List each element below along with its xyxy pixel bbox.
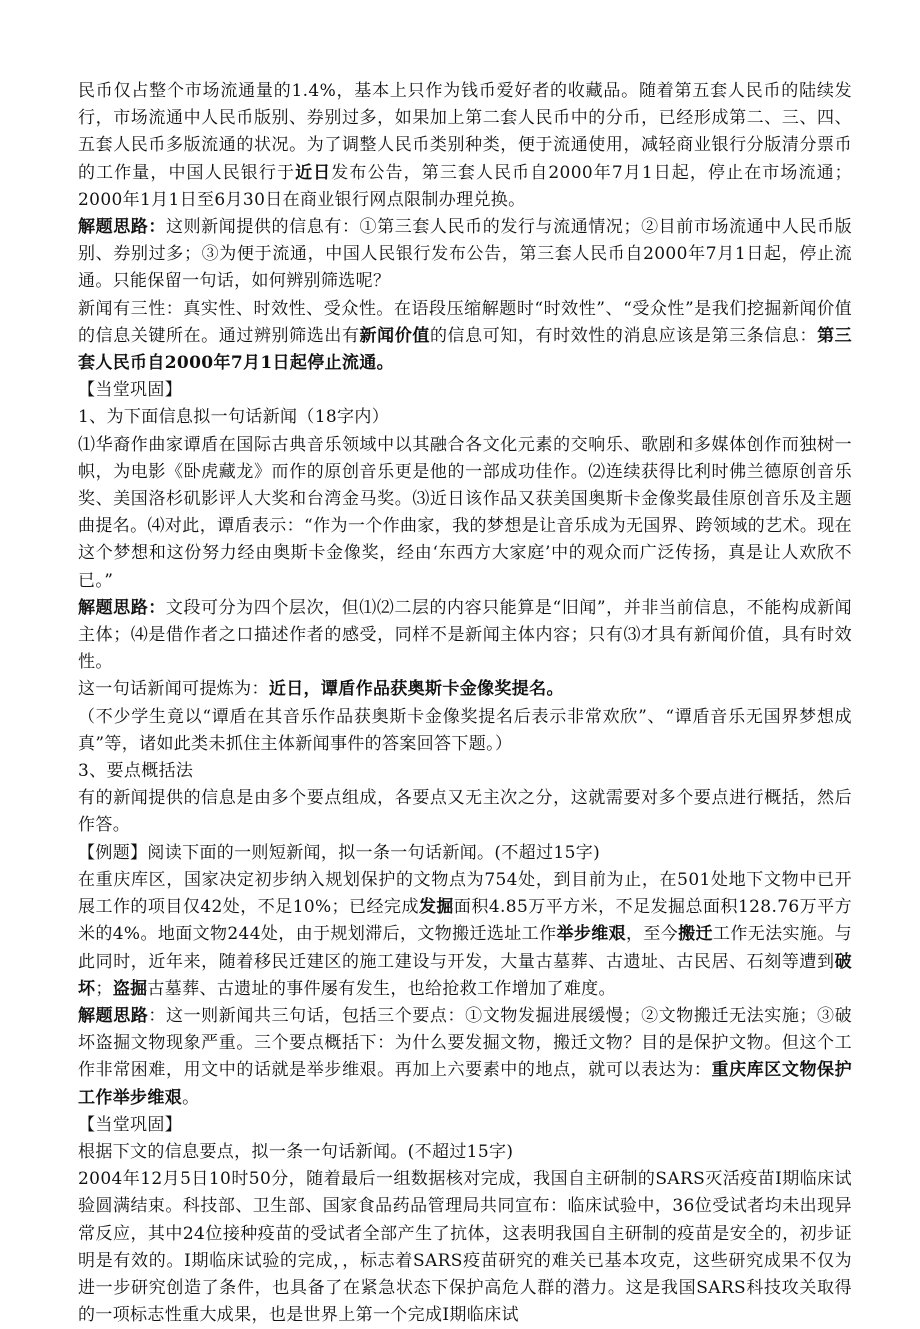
text-run: ⑴华裔作曲家谭盾在国际古典音乐领域中以其融合各文化元素的交响乐、歌剧和多媒体创作而独树一帜，为电影《卧虎藏龙》而作的原创音乐更是他的一部成功佳作。⑵连续获得比利时佛兰德原创音乐奖、美国洛杉矶影评人大奖和台湾金马奖。⑶近日该作品又获美国奥斯卡金像奖最佳原创音乐及主题曲提名。⑷对此，谭盾表示：“作为一个作曲家，我的梦想是让音乐成为无国界、跨领域的艺术。现在这个梦想和这份努力经由奥斯卡金像奖，经由‘东西方大家庭’中的观众而广泛传扬，真是让人欢欣不已。” (78, 434, 852, 591)
bold-text: 解题思路： (78, 217, 166, 238)
text-run: 工作无法实施。与此同时，近年来，随着移民迁建区的施工建设与开发，大量古墓葬、古遗址、古民居、石刻等遭到 (78, 924, 852, 972)
paragraph-9 (78, 704, 852, 758)
text-run: ； (95, 978, 113, 999)
text-run: 【例题】阅读下面的一则短新闻，拟一条一句话新闻。(不超过15字) (78, 842, 601, 863)
paragraph-4 (78, 377, 852, 404)
text-run: 文段可分为四个层次，但⑴⑵二层的内容只能算是“旧闻”，并非当前信息，不能构成新闻主体；⑷是借作者之口描述作者的感受，同样不是新闻主体内容；只有⑶才具有新闻价值，具有时效性。 (78, 597, 852, 673)
bold-text: 重庆库区文物保护工作举步维艰 (78, 1060, 852, 1108)
bold-text: 第三套人民币自2000年7月1日起停止流通。 (78, 325, 853, 374)
text-run: 发布公告，第三套人民币自2000年7月1日起，停止在市场流通；2000年1月1日至6月30日在商业银行网点限制办理兑换。 (78, 162, 853, 210)
text-run: 古墓葬、古遗址的事件屡有发生，也给抢救工作增加了难度。 (147, 978, 616, 999)
text-run: 有的新闻提供的信息是由多个要点组成，各要点又无主次之分，这就需要对多个要点进行概括，然后作答。 (78, 788, 852, 836)
bold-text: 解题思路 (78, 1005, 149, 1026)
text-run: ：这一则新闻共三句话，包括三个要点：①文物发掘进展缓慢；②文物搬迁无法实施；③破坏盗掘文物现象严重。三个要点概括下：为什么要发掘文物，搬迁文物？目的是保护文物。但这个工作非常困难，用文中的话就是举步维艰。再加上六要素中的地点，就可以表达为： (78, 1005, 852, 1081)
bold-text: 近日 (295, 162, 332, 183)
text-run: 【当堂巩固】 (78, 380, 183, 401)
text-run: 这一句话新闻可提炼为： (78, 679, 269, 700)
text-run: 根据下文的信息要点，拟一条一句话新闻。(不超过15字) (78, 1141, 514, 1162)
text-run: 的信息可知，有时效性的消息应该是第三条信息： (429, 325, 818, 346)
bold-text: 破坏 (78, 951, 852, 999)
text-run: （不少学生竟以“谭盾在其音乐作品获奥斯卡金像奖提名后表示非常欢欣”、“谭盾音乐无国界梦想成真”等，诸如此类未抓住主体新闻事件的答案回答下题。） (78, 706, 852, 754)
bold-text: 近日，谭盾作品获奥斯卡金像奖提名。 (268, 679, 564, 700)
paragraph-14 (78, 1003, 852, 1112)
paragraph-5 (78, 404, 852, 431)
paragraph-6 (78, 432, 852, 595)
paragraph-12 (78, 840, 852, 867)
text-run: 面积4.85万平方米，不足发掘总面积128.76万平方米的4%。地面文物244处，由于规划滞后，文物搬迁选址工作 (78, 897, 852, 945)
text-run: 在重庆库区，国家决定初步纳入规划保护的文物点为754处，到目前为止，在501处地下文物中已开展工作的项目仅42处，不足10%；已经完成 (78, 869, 852, 918)
bold-text: 发掘 (418, 897, 454, 918)
paragraph-2 (78, 214, 852, 296)
text-run: 。 (182, 1087, 200, 1108)
paragraph-8 (78, 676, 852, 703)
paragraph-17 (78, 1166, 852, 1329)
bold-text: 举步维艰 (556, 924, 627, 945)
text-run: 1、为下面信息拟一句话新闻（18字内） (78, 407, 390, 428)
paragraph-13 (78, 867, 852, 1003)
paragraph-11 (78, 785, 852, 839)
bold-text: 搬迁 (678, 924, 713, 945)
text-run: 3、要点概括法 (78, 761, 194, 782)
text-run: 【当堂巩固】 (78, 1114, 183, 1135)
paragraph-7 (78, 595, 852, 677)
bold-text: 新闻价值 (359, 325, 430, 346)
text-run: ，至今 (626, 924, 679, 945)
paragraph-15 (78, 1112, 852, 1139)
paragraph-1 (78, 78, 852, 214)
text-run: 这则新闻提供的信息有：①第三套人民币的发行与流通情况；②目前市场流通中人民币版别、券别过多；③为便于流通，中国人民银行发布公告，第三套人民币自2000年7月1日起，停止流通。只能保留一句话，如何辨别筛选呢？ (78, 217, 852, 292)
paragraph-10 (78, 758, 852, 785)
text-run: 民币仅占整个市场流通量的1.4%，基本上只作为钱币爱好者的收藏品。随着第五套人民币的陆续发行，市场流通中人民币版别、券别过多，如果加上第二套人民币中的分币，已经形成第二、三、四、五套人民币多版流通的状况。为了调整人民币类别种类，便于流通使用，减轻商业银行分版清分票币的工作量，中国人民银行于 (78, 81, 852, 183)
text-run: 新闻有三性：真实性、时效性、受众性。在语段压缩解题时“时效性”、“受众性”是我们挖掘新闻价值的信息关键所在。通过辨别筛选出有 (78, 298, 852, 346)
bold-text: 解题思路： (78, 597, 166, 618)
paragraph-3 (78, 296, 852, 378)
paragraph-16 (78, 1139, 852, 1166)
bold-text: 盗掘 (112, 978, 148, 999)
text-run: 2004年12月5日10时50分，随着最后一组数据核对完成，我国自主研制的SARS灭活疫苗Ⅰ期临床试验圆满结束。科技部、卫生部、国家食品药品管理局共同宣布：临床试验中，36位受试者均未出现异常反应，其中24位接种疫苗的受试者全部产生了抗体，这表明我国自主研制的疫苗是安全的，初步证明是有效的。Ⅰ期临床试验的完成，，标志着SARS疫苗研究的难关已基本攻克，这些研究成果不仅为进一步研究创造了条件，也具备了在紧急状态下保护高危人群的潜力。这是我国SARS科技攻关取得的一项标志性重大成果，也是世界上第一个完成Ⅰ期临床试 (78, 1169, 852, 1326)
